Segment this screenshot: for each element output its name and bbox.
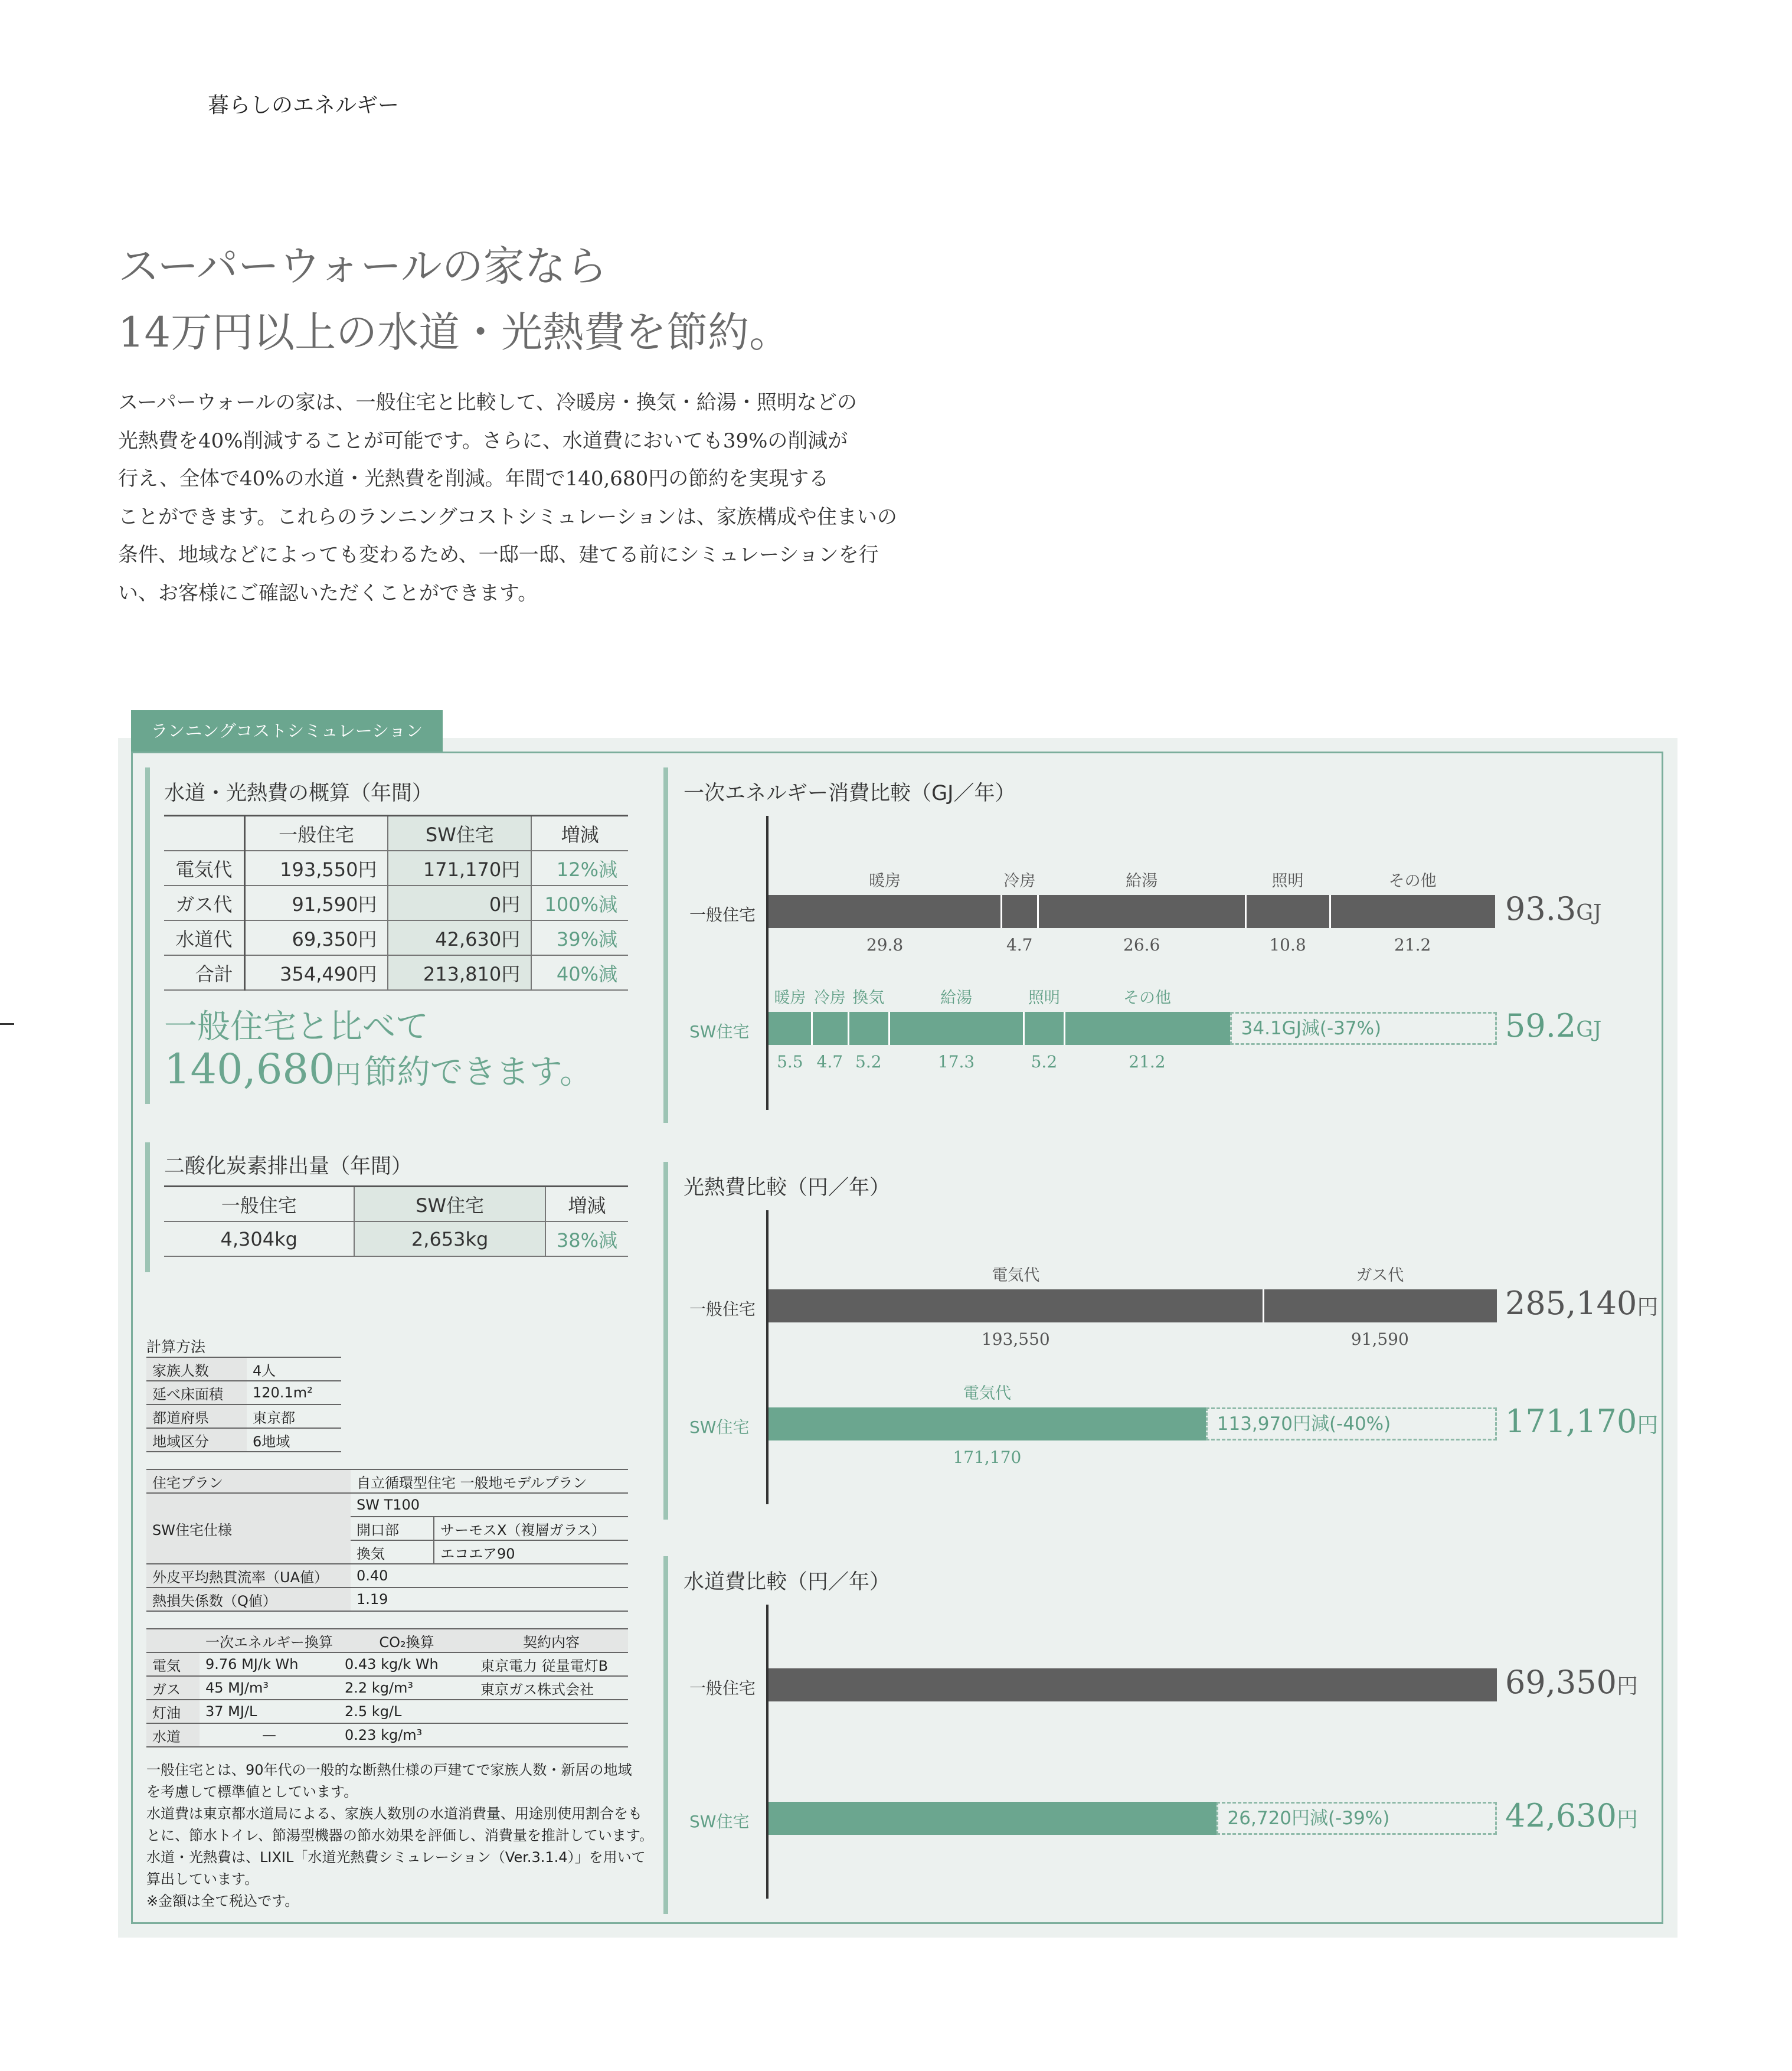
total-unit: 円 [1616,1674,1638,1698]
general-value: 354,490円 [244,955,388,990]
segment-label: 電気代 [992,1266,1040,1285]
segment-value: 193,550 [981,1330,1050,1349]
general-value: 193,550円 [244,851,388,886]
bar [769,895,1495,928]
bar-segment-divider [1037,895,1039,928]
total-number: 285,140 [1505,1285,1637,1322]
footnote-line: ※金額は全て税込です。 [146,1893,299,1909]
segment-label: 電気代 [963,1384,1011,1403]
footnote-line: 算出しています。 [146,1871,259,1887]
conv-cell: 東京ガス株式会社 [475,1676,628,1700]
footnote-line: 一般住宅とは、90年代の一般的な断熱仕様の戸建てで家族人数・新居の地域 [146,1762,632,1778]
conv-cell: 2.2 kg/m³ [339,1676,475,1700]
co2-sw-value: 2,653kg [354,1221,545,1256]
conv-cell: 37 MJ/L [200,1700,339,1723]
footnote-line: 水道費は東京都水道局による、家族人数別の水道消費量、用途別使用割合をも [146,1805,642,1822]
conv-cell: 東京電力 従量電灯B [475,1652,628,1676]
conv-cell: 0.43 kg/k Wh [339,1652,475,1676]
segment-value: 21.2 [1129,1052,1166,1072]
spec-ua-value: 0.40 [351,1564,628,1587]
row-label: 水道代 [164,920,244,955]
method-label: 家族人数 [146,1357,247,1381]
row-label: 一般住宅 [689,1299,756,1319]
spec-plan-label: 住宅プラン [146,1469,351,1493]
method-value: 東京都 [247,1404,341,1428]
bar [769,1407,1206,1440]
conv-header-empty [146,1629,200,1652]
segment-value: 4.7 [816,1052,843,1072]
spec-sw-label: SW住宅仕様 [146,1493,351,1564]
co2-header-diff: 増減 [545,1187,628,1222]
saving-tail: 節約できます。 [364,1053,593,1092]
section-accent-bar [663,767,668,1123]
bar-segment-divider [1263,1289,1264,1322]
segment-value: 29.8 [866,935,904,955]
section-accent-bar [145,767,150,1104]
segment-value: 21.2 [1394,935,1431,955]
method-label: 延べ床面積 [146,1381,247,1404]
co2-table-title: 二酸化炭素排出量（年間） [164,1155,413,1178]
intro-line: い、お客様にご確認いただくことができます。 [118,581,538,605]
segment-label: その他 [1388,872,1437,890]
total-unit: GJ [1576,901,1602,925]
conv-header-energy: 一次エネルギー換算 [200,1629,339,1652]
total-value [1505,890,1601,927]
total-number: 42,630 [1505,1797,1617,1834]
sw-value: 0円 [388,886,531,920]
conv-cell: 45 MJ/m³ [200,1676,339,1700]
bar-segment-divider [1000,895,1002,928]
diff-value: 100%減 [531,886,628,920]
section-label: 暮らしのエネルギー [208,93,400,117]
spec-q-value: 1.19 [351,1587,628,1611]
total-number: 93.3 [1505,890,1577,927]
co2-table [164,1185,628,1257]
footnotes [146,1759,653,1912]
conversion-table [146,1628,628,1747]
intro-line: 行え、全体で40%の水道・光熱費を削減。年間で140,680円の節約を実現する [118,467,829,491]
intro-line: スーパーウォールの家は、一般住宅と比較して、冷暖房・換気・給湯・照明などの [118,391,857,414]
segment-value: 171,170 [953,1448,1022,1467]
simulation-tab: ランニングコストシミュレーション [131,710,443,752]
total-value [1505,1007,1601,1044]
total-value [1505,1403,1658,1440]
bar [769,1289,1497,1322]
spec-q-label: 熱損失係数（Q値） [146,1587,351,1611]
saving-unit: 円 [335,1060,361,1090]
segment-value: 26.6 [1123,935,1160,955]
segment-value: 5.2 [1031,1052,1058,1072]
conv-cell: 灯油 [146,1700,200,1723]
spec-ua-label: 外皮平均熱貫流率（UA値） [146,1564,351,1587]
header-general: 一般住宅 [244,816,388,851]
headline-line-2: 14万円以上の水道・光熱費を節約。 [118,308,791,357]
chart-title: 光熱費比較（円／年） [684,1176,891,1200]
co2-header-sw: SW住宅 [354,1187,545,1222]
bar-segment-divider [888,1012,890,1045]
cost-table [164,815,628,991]
conv-cell [475,1723,628,1747]
segment-value: 10.8 [1269,935,1306,955]
general-value: 91,590円 [244,886,388,920]
segment-label: 冷房 [813,989,846,1007]
co2-diff-value: 38%減 [545,1221,628,1256]
bar-segment-divider [1064,1012,1065,1045]
conv-cell: 水道 [146,1723,200,1747]
row-label: 合計 [164,955,244,990]
segment-label: 暖房 [774,989,806,1007]
sw-value: 213,810円 [388,955,531,990]
saving-line-1: 一般住宅と比べて [164,1008,429,1046]
page-headline [118,233,790,365]
total-value [1505,1664,1638,1701]
spec-sw-value: SW T100 [351,1493,628,1517]
segment-label: その他 [1123,989,1171,1007]
conv-cell: ガス [146,1676,200,1700]
bar-segment-divider [1023,1012,1025,1045]
row-label: 一般住宅 [689,905,756,925]
segment-value: 17.3 [937,1052,975,1072]
reduction-box: 113,970円減(-40%) [1206,1407,1497,1440]
section-accent-bar [663,1162,668,1520]
footnote-line: 水道・光熱費は、LIXIL「水道光熱費シミュレーション（Ver.3.1.4）」を用いて [146,1849,646,1866]
intro-line: ことができます。これらのランニングコストシミュレーションは、家族構成や住まいの [118,505,897,529]
chart-axis [766,1605,769,1899]
total-number: 171,170 [1505,1403,1637,1440]
bar [769,1802,1217,1835]
bar [769,1668,1497,1701]
intro-line: 光熱費を40%削減することが可能です。さらに、水道費においても39%の削減が [118,429,848,453]
conv-cell: 9.76 MJ/k Wh [200,1652,339,1676]
method-label: 都道府県 [146,1404,247,1428]
sw-value: 42,630円 [388,920,531,955]
segment-label: 換気 [852,989,885,1007]
total-number: 59.2 [1505,1007,1577,1044]
total-unit: 円 [1616,1808,1638,1832]
row-label: SW住宅 [689,1417,750,1437]
segment-label: 給湯 [1126,872,1158,890]
row-label: 電気代 [164,851,244,886]
spec-opening-value: サーモスX（複層ガラス） [434,1517,628,1540]
segment-value: 5.5 [777,1052,803,1072]
chart-title: 水道費比較（円／年） [684,1570,891,1594]
total-number: 69,350 [1505,1664,1617,1701]
row-label: SW住宅 [689,1022,750,1041]
diff-value: 39%減 [531,920,628,955]
general-value: 69,350円 [244,920,388,955]
intro-paragraph [118,384,909,612]
segment-label: 給湯 [940,989,973,1007]
method-label: 地域区分 [146,1428,247,1452]
cost-table-title: 水道・光熱費の概算（年間） [164,782,433,805]
conv-cell [475,1700,628,1723]
method-title: 計算方法 [146,1338,206,1355]
segment-value: 4.7 [1006,935,1033,955]
reduction-box: 26,720円減(-39%) [1217,1802,1497,1835]
conv-cell: 0.23 kg/m³ [339,1723,475,1747]
conv-cell: — [200,1723,339,1747]
co2-header-general: 一般住宅 [164,1187,354,1222]
bar-segment-divider [1245,895,1247,928]
bar [769,1012,1230,1045]
method-value: 4人 [247,1357,341,1381]
margin-mark [0,1023,14,1025]
segment-label: 照明 [1271,872,1304,890]
segment-value: 5.2 [855,1052,882,1072]
header-sw: SW住宅 [388,816,531,851]
header-diff: 増減 [531,816,628,851]
segment-label: 暖房 [869,872,901,890]
segment-label: 冷房 [1003,872,1036,890]
row-label: 一般住宅 [689,1678,756,1698]
segment-label: ガス代 [1356,1266,1404,1285]
bar-segment-divider [811,1012,813,1045]
segment-label: 照明 [1028,989,1060,1007]
diff-value: 40%減 [531,955,628,990]
total-unit: 円 [1637,1413,1659,1438]
spec-table [146,1469,628,1612]
sw-value: 171,170円 [388,851,531,886]
spec-vent-value: エコエア90 [434,1540,628,1564]
conv-header-co2: CO₂換算 [339,1629,475,1652]
bar-segment-divider [1329,895,1331,928]
footnote-line: とに、節水トイレ、節湯型機器の節水効果を評価し、消費量を推計しています。 [146,1827,653,1844]
spec-opening-label: 開口部 [351,1517,434,1540]
method-value: 6地域 [247,1428,341,1452]
conv-cell: 2.5 kg/L [339,1700,475,1723]
co2-general-value: 4,304kg [164,1221,354,1256]
bar-segment-divider [848,1012,849,1045]
chart-title: 一次エネルギー消費比較（GJ／年） [684,782,1016,805]
total-value [1505,1285,1658,1322]
saving-line-2 [164,1045,593,1093]
footnote-line: を考慮して標準値としています。 [146,1783,358,1800]
conv-header-contract: 契約内容 [475,1629,628,1652]
segment-value: 91,590 [1350,1330,1409,1349]
method-table [146,1357,341,1452]
chart-axis [766,1210,769,1504]
chart-axis [766,816,769,1110]
method-value: 120.1m² [247,1381,341,1404]
conv-cell: 電気 [146,1652,200,1676]
empty-header-cell [164,816,244,851]
total-value [1505,1797,1638,1834]
total-unit: GJ [1576,1018,1602,1042]
spec-vent-label: 換気 [351,1540,434,1564]
saving-amount: 140,680 [164,1045,335,1093]
row-label: SW住宅 [689,1812,750,1831]
row-label: ガス代 [164,886,244,920]
reduction-box: 34.1GJ減(-37%) [1230,1012,1497,1045]
section-accent-bar [663,1556,668,1914]
diff-value: 12%減 [531,851,628,886]
spec-plan-value: 自立循環型住宅 一般地モデルプラン [351,1469,628,1493]
intro-line: 条件、地域などによっても変わるため、一邸一邸、建てる前にシミュレーションを行 [118,543,879,567]
total-unit: 円 [1637,1295,1659,1319]
headline-line-1: スーパーウォールの家なら [118,242,607,290]
section-accent-bar [145,1142,150,1272]
